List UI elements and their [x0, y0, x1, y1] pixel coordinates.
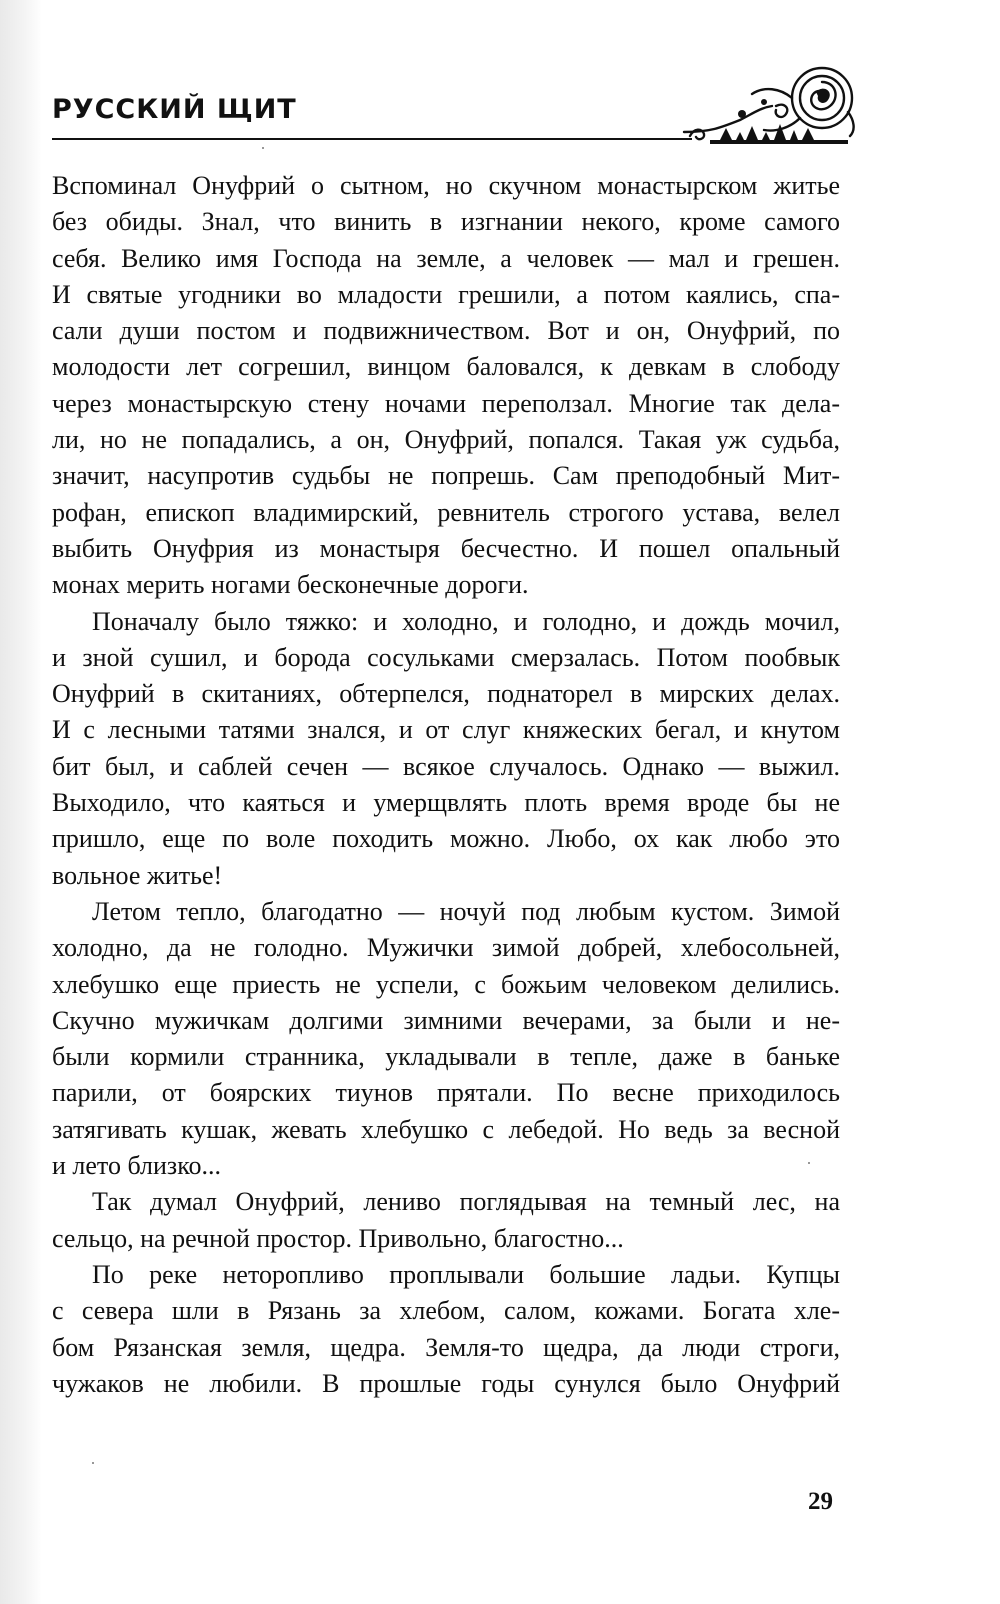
text-line: бом Рязанская земля, щедра. Земля-то щедра, да люди строги,	[52, 1332, 840, 1362]
text-line: через монастырскую стену ночами переползал. Многие так дела-	[52, 388, 840, 418]
text-line: По реке неторопливо проплывали большие ладьи. Купцы	[92, 1259, 840, 1289]
scan-speck	[92, 1462, 94, 1464]
text-line: чужаков не любили. В прошлые годы сунулся было Онуфрий	[52, 1368, 840, 1398]
text-line: Вспоминал Онуфрий о сытном, но скучном монастырском житье	[52, 171, 840, 200]
text-line: с севера шли в Рязань за хлебом, салом, кожами. Богата хле-	[52, 1296, 840, 1326]
text-line: Поначалу было тяжко: и холодно, и голодно, и дождь мочил,	[92, 606, 840, 636]
text-line: И святые угодники во младости грешили, а потом каялись, спа-	[52, 279, 840, 309]
text-line: сали души постом и подвижничеством. Вот и он, Онуфрий, по	[52, 316, 840, 346]
text-line: Онуфрий в скитаниях, обтерпелся, поднаторел в мирских делах.	[52, 679, 840, 709]
scan-speck	[262, 147, 264, 149]
text-line: бит был, и саблей сечен — всякое случалось. Однако — выжил.	[52, 751, 840, 781]
page-number: 29	[808, 1488, 833, 1515]
text-line: без обиды. Знал, что винить в изгнании некого, кроме самого	[52, 207, 840, 237]
text-line: затягивать кушак, жевать хлебушко с лебедой. Но ведь за весной	[52, 1114, 840, 1144]
binding-shadow	[0, 0, 42, 1604]
text-line: холодно, да не голодно. Мужички зимой добрей, хлебосольней,	[52, 933, 840, 963]
text-line: сельцо, на речной простор. Привольно, благостно...	[52, 1223, 624, 1253]
text-line: были кормили странника, укладывали в тепле, даже в баньке	[52, 1042, 840, 1072]
text-line: выбить Онуфрия из монастыря бесчестно. И пошел опальный	[52, 533, 840, 563]
text-line: молодости лет согрешил, винцом баловался, к девкам в слободу	[52, 352, 840, 382]
text-line: Так думал Онуфрий, лениво поглядывая на темный лес, на	[92, 1187, 840, 1217]
text-line: Выходило, что каяться и умерщвлять плоть время вроде бы не	[52, 788, 840, 818]
body-text	[52, 168, 840, 1402]
text-line: монах мерить ногами бесконечные дороги.	[52, 570, 529, 600]
text-line: хлебушко еще приесть не успели, с божьим человеком делились.	[52, 969, 840, 999]
text-line: Скучно мужичкам долгими зимними вечерами, за были и не-	[52, 1005, 840, 1035]
text-line: и зной сушил, и борода сосульками смерзалась. Потом пообвык	[52, 642, 840, 672]
text-line: ли, но не попадались, а он, Онуфрий, попался. Такая уж судьба,	[52, 425, 840, 455]
text-line: И с лесными татями знался, и от слуг княжеских бегал, и кнутом	[52, 715, 840, 745]
scroll-ornament-icon	[680, 62, 860, 146]
text-line: значит, насупротив судьбы не попрешь. Сам преподобный Мит-	[52, 461, 840, 491]
text-line: вольное житье!	[52, 860, 223, 890]
scan-speck	[808, 1162, 810, 1164]
text-line: пришло, еще по воле походить можно. Любо, ох как любо это	[52, 824, 840, 854]
text-line: себя. Велико имя Господа на земле, а человек — мал и грешен.	[52, 243, 840, 273]
running-title: РУССКИЙ ЩИТ	[52, 94, 297, 125]
text-line: парили, от боярских тиунов прятали. По весне приходилось	[52, 1078, 840, 1108]
header-rule	[52, 138, 692, 140]
text-line: Летом тепло, благодатно — ночуй под любым кустом. Зимой	[92, 896, 840, 926]
text-line: рофан, епископ владимирский, ревнитель строгого устава, велел	[52, 497, 840, 527]
text-line: и лето близко...	[52, 1151, 221, 1181]
